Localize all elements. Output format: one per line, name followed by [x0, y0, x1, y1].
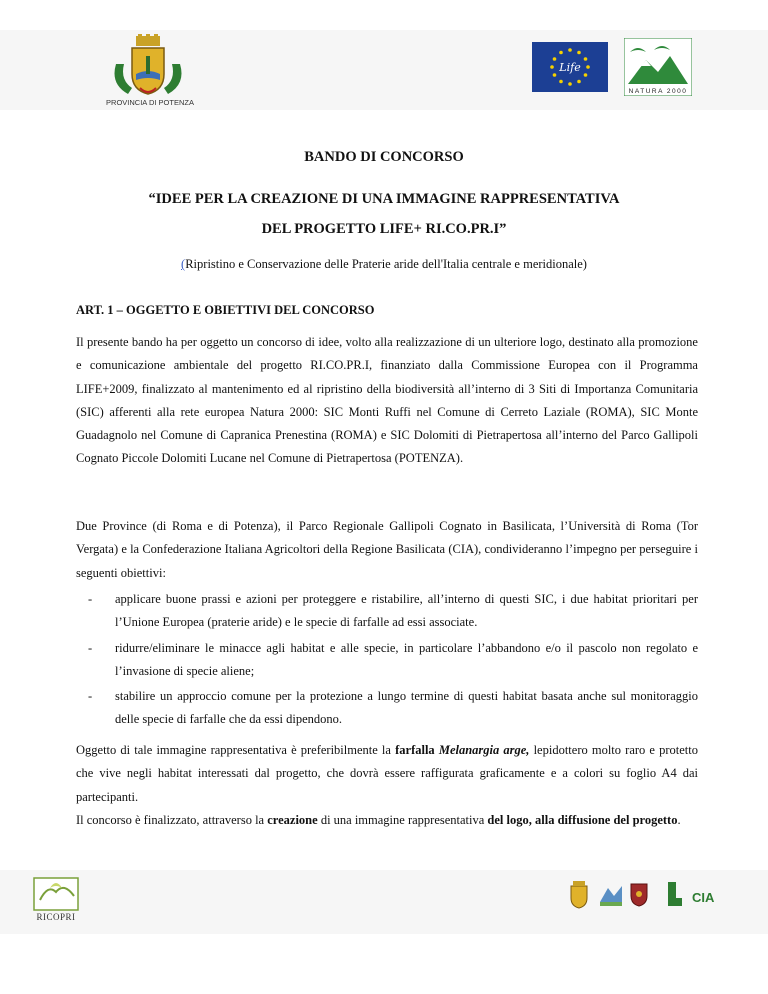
provincia-potenza-crest-icon	[108, 34, 188, 98]
list-item-text: ridurre/eliminare le minacce agli habitat e alle specie, in particolare l’abbandono e/o il pascolo non regolato e l’invasione di specie aliene;	[115, 640, 698, 678]
purpose-creation-word: creazione	[267, 813, 318, 827]
potenza-crest-small-icon	[566, 880, 592, 910]
provincia-roma-crest-icon	[628, 880, 650, 910]
ricopri-label: RICOPRI	[36, 912, 76, 922]
list-item	[76, 637, 698, 684]
purpose-logo-phrase: del logo, alla diffusione del progetto	[487, 813, 678, 827]
paragraph-object: Il presente bando ha per oggetto un concorso di idee, volto alla realizzazione di un ulteriore logo, destinato alla promozione e comunicazione ambientale del progetto RI.CO.PR.I, finanziato dalla Commissione Europea con il Programma LIFE+2009, finalizzato al mantenimento ed al ripristino della biodiversità all’interno di 3 Siti di Importanza Comunitaria (SIC) afferenti alla rete europea Natura 2000: SIC Monti Ruffi nel Comune di Cerreto Laziale (ROMA), SIC Monte Guadagnolo nel Comune di Capranica Prenestina (ROMA) e SIC Dolomiti di Pietrapertosa all’interno del Parco Gallipoli Cognato Piccole Dolomiti Lucane nel Comune di Pietrapertosa (POTENZA).	[76, 335, 698, 466]
purpose-text-a: Il concorso è finalizzato, attraverso la	[76, 813, 268, 827]
bullet-dash: -	[88, 640, 93, 655]
subtitle-paren-link[interactable]: (	[181, 257, 186, 271]
crest-caption: PROVINCIA DI POTENZA	[106, 98, 194, 107]
paragraph-purpose	[76, 809, 698, 832]
purpose-text-e: .	[677, 813, 681, 827]
subject-text-d: lepidottero molto raro e protetto che vive negli habitat interessati dal progetto, che dovrà essere raffigurata graficamente e a colori su foglio A4 dai partecipanti.	[76, 743, 699, 804]
purpose-text-c: di una immagine rappresentativa	[317, 813, 488, 827]
subject-text-a: Oggetto di tale immagine rappresentativa è preferibilmente la	[76, 743, 396, 757]
tor-vergata-logo-icon	[662, 880, 684, 910]
eu-life-logo-icon	[532, 42, 608, 92]
contest-title-line-1: “IDEE PER LA CREAZIONE DI UNA IMMAGINE RAPPRESENTATIVA	[148, 191, 620, 207]
article-heading: ART. 1 – OGGETTO E OBIETTIVI DEL CONCORSO	[76, 303, 375, 317]
svg-text:CIA: CIA	[692, 890, 715, 905]
paragraph-partners: Due Province (di Roma e di Potenza), il Parco Regionale Gallipoli Cognato in Basilicata, l’Università di Roma (Tor Vergata) e la Confederazione Italiana Agricoltori della Regione Basilicata (CIA), condivideranno l’impegno per perseguire i seguenti obiettivi:	[76, 519, 698, 580]
objectives-list	[76, 588, 698, 734]
footer-band	[0, 870, 768, 934]
document-title: BANDO DI CONCORSO	[304, 149, 464, 165]
subtitle-text: Ripristino e Conservazione delle Praterie aride dell'Italia centrale e meridionale)	[185, 257, 587, 271]
subject-species-name: Melanargia arge,	[438, 743, 530, 757]
subject-butterfly-word: farfalla	[395, 743, 439, 757]
list-item-text: applicare buone prassi e azioni per proteggere e ristabilire, all’interno di questi SIC, i due habitat prioritari per l’Unione Europea (praterie aride) e le specie di farfalle ad essi associate.	[115, 592, 698, 630]
paragraph-subject	[76, 739, 698, 809]
cia-logo-icon	[690, 880, 728, 910]
list-item-text: stabilire un approccio comune per la protezione a lungo termine di questi habitat basata anche sul monitoraggio delle specie di farfalle che da essi dipendono.	[115, 689, 698, 727]
list-item	[76, 588, 698, 635]
bullet-dash: -	[88, 592, 93, 606]
svg-text:Life: Life	[559, 61, 581, 74]
contest-title-line-2: DEL PROGETTO LIFE+ RI.CO.PR.I”	[261, 221, 507, 237]
natura-2000-logo-icon	[624, 38, 692, 96]
svg-text:NATURA 2000: NATURA 2000	[628, 88, 688, 95]
list-item	[76, 685, 698, 732]
park-logo-icon	[598, 880, 624, 910]
project-subtitle	[0, 257, 768, 272]
bullet-dash: -	[88, 689, 93, 704]
